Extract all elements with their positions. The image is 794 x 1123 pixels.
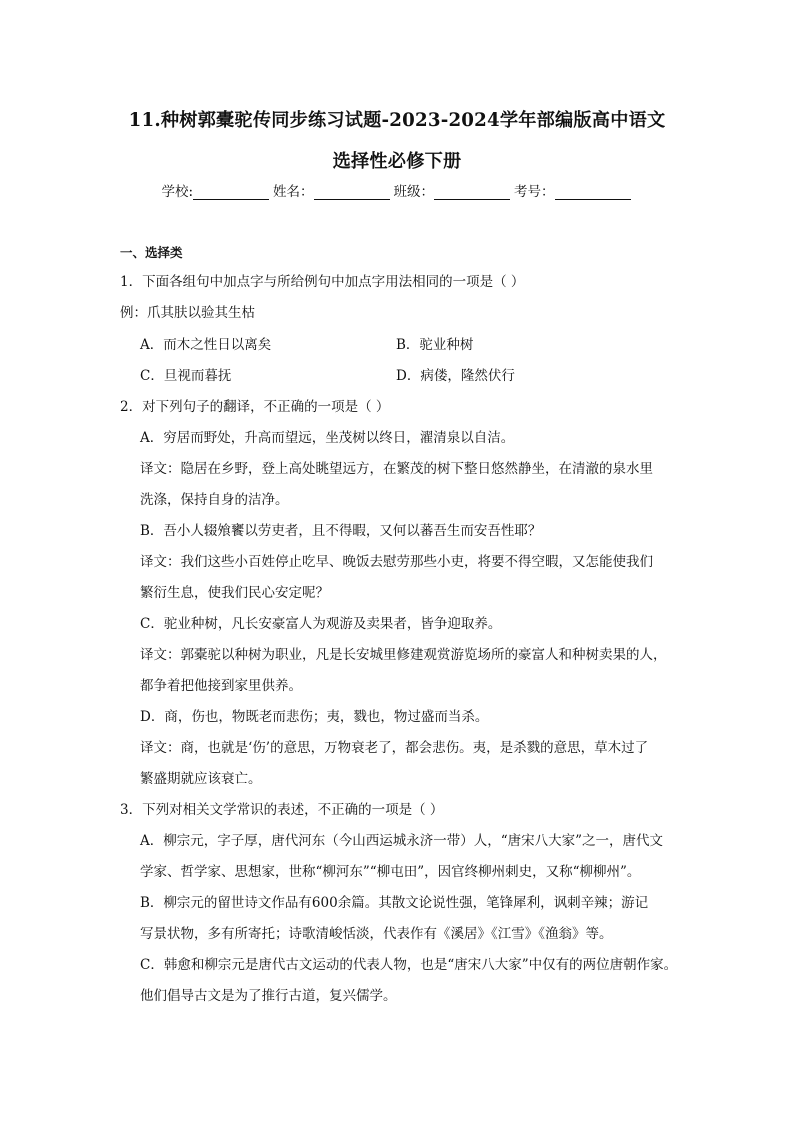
question-1-option-c: C．旦视而暮抚 [140,368,232,384]
question-2-option-b-translation-cont: 繁衍生息，使我们民心安定呢？ [140,585,329,601]
question-3-option-a: A．柳宗元，字子厚，唐代河东（今山西运城永济一带）人，“唐宋八大家”之一，唐代文 [140,833,664,849]
name-field [273,180,392,200]
question-2-option-c: C．驼业种树，凡长安豪富人为观游及卖果者，皆争迎取养。 [140,616,502,632]
question-1-option-a: A．而木之性日以离矣 [140,337,272,353]
exam-number-label: 考号： [514,184,555,200]
question-1-option-d: D．病偻，隆然伏行 [396,368,515,384]
question-2-option-a-translation: 译文：隐居在乡野，登上高处眺望远方，在繁茂的树下整日悠然静坐，在清澈的泉水里 [140,461,653,477]
exam-number-field [514,180,633,200]
question-2-stem: 2．对下列句子的翻译，不正确的一项是（ ） [120,399,390,415]
question-2-option-c-translation: 译文：郭橐驼以种树为职业，凡是长安城里修建观赏游览场所的豪富人和种树卖果的人， [140,647,667,663]
question-2-option-a: A．穷居而野处，升高而望远，坐茂树以终日，濯清泉以自洁。 [140,430,515,446]
question-1-option-b: B．驼业种树 [396,337,474,353]
question-2-option-a-translation-cont: 洗涤，保持自身的洁净。 [140,492,289,508]
question-2-option-d: D．商，伤也，物既老而悲伤；夷，戮也，物过盛而当杀。 [140,709,489,725]
school-field [161,180,271,200]
document-title-line-2: 选择性必修下册 [332,151,462,172]
name-label: 姓名： [273,184,314,200]
school-label: 学校: [161,184,194,200]
question-2-option-b-translation: 译文：我们这些小百姓停止吃早、晚饭去慰劳那些小吏，将要不得空暇，又怎能使我们 [140,554,653,570]
student-info-row [0,180,794,200]
question-2-option-d-translation: 译文：商，也就是‘伤’的意思，万物衰老了，都会悲伤。夷，是杀戮的意思，草木过了 [140,740,649,756]
question-1-options-row-2 [140,364,515,384]
document-title-line-1: 11.种树郭橐驼传同步练习试题-2023-2024学年部编版高中语文 [128,110,666,131]
class-field [394,180,513,200]
class-blank [434,185,510,200]
question-3-option-c: C．韩愈和柳宗元是唐代古文运动的代表人物，也是“唐宋八大家”中仅有的两位唐朝作家。 [140,957,678,973]
section-heading: 一、选择类 [120,245,183,260]
question-2-option-b: B．吾小人辍飧饔以劳吏者，且不得暇，又何以蕃吾生而安吾性耶？ [140,523,542,539]
question-1-example: 例：爪其肤以验其生枯 [120,305,255,321]
school-blank [193,185,269,200]
question-3-stem: 3．下列对相关文学常识的表述，不正确的一项是（ ） [120,802,444,818]
class-label: 班级： [393,184,435,200]
question-2-option-d-translation-cont: 繁盛期就应该衰亡。 [140,771,262,787]
question-1-stem: 1．下面各组句中加点字与所给例句中加点字用法相同的一项是（ ） [120,274,525,290]
question-1-options-row-1 [140,333,474,353]
question-3-option-b-cont: 写景状物，多有所寄托；诗歌清峻恬淡，代表作有《溪居》《江雪》《渔翁》等。 [140,926,613,942]
question-2-option-c-translation-cont: 都争着把他接到家里供养。 [140,678,302,694]
question-3-option-c-cont: 他们倡导古文是为了推行古道，复兴儒学。 [140,988,397,1004]
question-3-option-b: B．柳宗元的留世诗文作品有600余篇。其散文论说性强，笔锋犀利，讽刺辛辣；游记 [140,895,649,911]
name-blank [314,185,390,200]
exam-number-blank [555,185,631,200]
question-3-option-a-cont: 学家、哲学家、思想家，世称“柳河东”“柳屯田”，因官终柳州刺史，又称“柳柳州”。 [140,864,641,880]
